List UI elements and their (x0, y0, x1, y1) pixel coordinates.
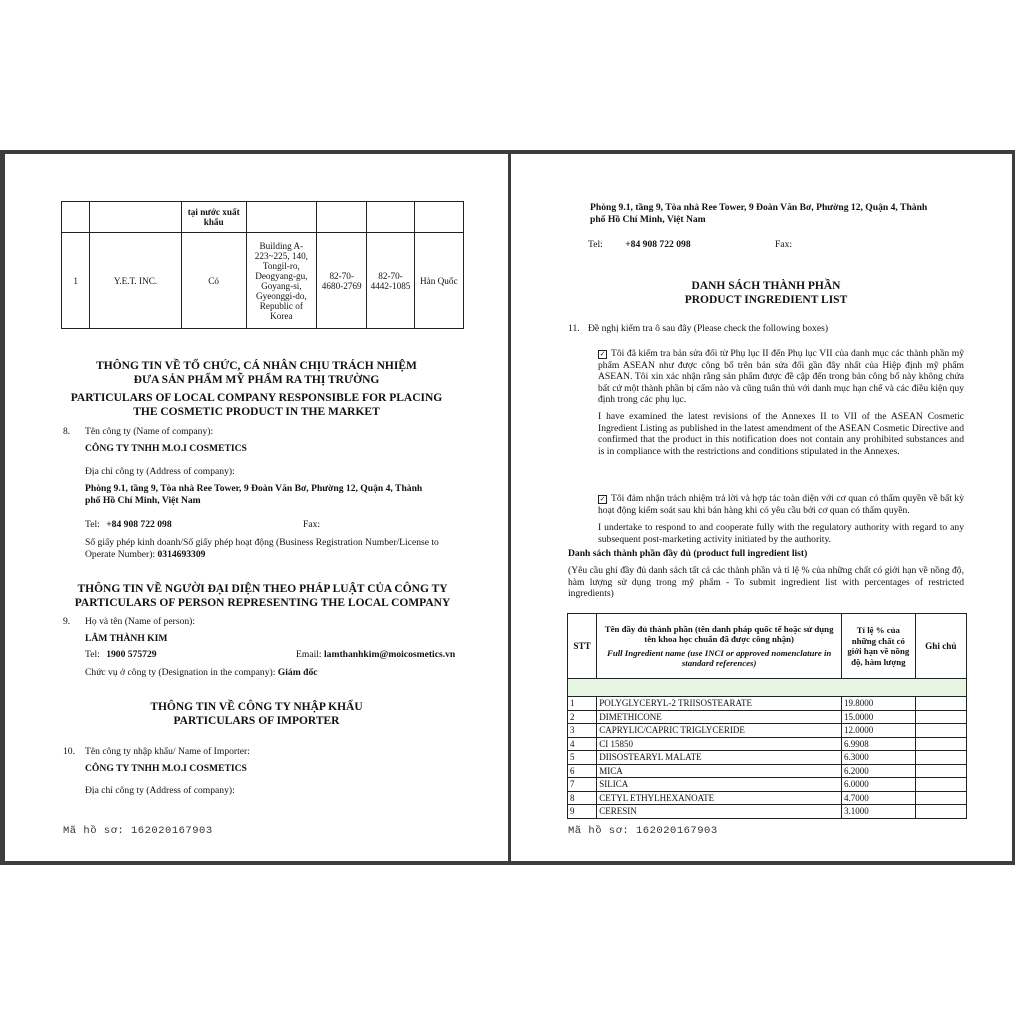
checkbox-1[interactable]: ✓ (599, 350, 606, 358)
license-block (85, 537, 485, 560)
table-row (568, 751, 967, 765)
row-phone: 82-70-4680-2769 (317, 233, 367, 329)
table-row (568, 805, 967, 819)
ingredient-note (915, 764, 966, 778)
importer-name: CÔNG TY TNHH M.O.I COSMETICS (85, 763, 247, 774)
check-item-2 (598, 493, 964, 516)
sec8-title (5, 360, 508, 419)
company-label: Tên công ty (Name of company): (85, 426, 214, 437)
check-intro: Đề nghị kiểm tra ô sau đây (Please check the following boxes) (588, 323, 829, 334)
sec10-title-vi: THÔNG TIN VỀ CÔNG TY NHẬP KHẨU (150, 701, 363, 713)
ingredient-stt: 7 (568, 778, 597, 792)
ingredient-pct: 19.8000 (842, 697, 916, 711)
ingredient-stt: 9 (568, 805, 597, 819)
title-en: PRODUCT INGREDIENT LIST (684, 293, 848, 306)
title-vi: DANH SÁCH THÀNH PHẦN (691, 280, 841, 292)
sec8-number: 8. (63, 426, 71, 437)
sec8-title-vi-1: THÔNG TIN VỀ TỔ CHỨC, CÁ NHÂN CHỊU TRÁCH NHIỆM (96, 360, 417, 372)
license-label-2: Operate Number): (85, 548, 156, 560)
importer-label: Tên công ty nhập khẩu/ Name of Importer: (85, 746, 250, 757)
sec9-title (5, 583, 508, 610)
table-row (568, 791, 967, 805)
address-line-1: Phòng 9.1, tầng 9, Tòa nhà Ree Tower, 9 Đoàn Văn Bơ, Phường 12, Quận 4, Thành (85, 483, 423, 494)
check2-vi: Tôi đảm nhận trách nhiệm trả lời và hợp tác toàn diện với cơ quan có thẩm quyền về bất kỳ hoạt động kiểm soát sau khi bán hàng khi có yêu cầu bởi cơ quan có thẩm quyền. (598, 493, 964, 516)
header-note: Ghi chú (915, 614, 966, 679)
header-pct: Tỉ lệ % của những chất có giới hạn về nồng độ, hàm lượng (842, 614, 916, 679)
tel-value: +84 908 722 098 (625, 239, 691, 250)
table-row (62, 233, 464, 329)
ingredient-name: CETYL ETHYLHEXANOATE (597, 791, 842, 805)
header-stt: STT (568, 614, 597, 679)
sec9-title-en: PARTICULARS OF PERSON REPRESENTING THE LOCAL COMPANY (74, 596, 451, 609)
ingredient-name: CI 15850 (597, 737, 842, 751)
person-email: lamthanhkim@moicosmetics.vn (323, 649, 456, 660)
ingredient-name: DIISOSTEARYL MALATE (597, 751, 842, 765)
file-code: Mã hồ sơ: 162020167903 (63, 825, 213, 837)
ingredient-table-header (568, 614, 967, 679)
ingredient-rows (568, 697, 967, 819)
full-list-title: Danh sách thành phần đầy đủ (product full ingredient list) (568, 548, 808, 559)
address-label: Địa chỉ công ty (Address of company): (85, 466, 235, 477)
ingredient-name: POLYGLYCERYL-2 TRIISOSTEARATE (597, 697, 842, 711)
ingredient-name: MICA (597, 764, 842, 778)
ingredient-note (915, 710, 966, 724)
person-email-row (296, 649, 455, 661)
ingredient-stt: 1 (568, 697, 597, 711)
sec8-title-en-2: THE COSMETIC PRODUCT IN THE MARKET (133, 405, 380, 418)
importer-address-label: Địa chỉ công ty (Address of company): (85, 785, 235, 796)
table-header-row (62, 202, 464, 233)
checkbox-2[interactable]: ✓ (599, 495, 606, 503)
tel-value: +84 908 722 098 (106, 519, 172, 530)
person-tel: 1900 575729 (106, 649, 157, 660)
ingredient-name: CAPRYLIC/CAPRIC TRIGLYCERIDE (597, 724, 842, 738)
table-row (568, 737, 967, 751)
row-address: Building A-223~225, 140, Tongil-ro, Deogyang-gu, Goyang-si, Gyeonggi-do, Republic of Korea (246, 233, 316, 329)
document-spread (0, 150, 1015, 865)
sec11-number: 11. (568, 323, 580, 334)
check-item-1 (598, 348, 964, 406)
ingredient-table (567, 613, 967, 819)
right-page (511, 154, 1012, 861)
file-code: Mã hồ sơ: 162020167903 (568, 825, 718, 837)
person-name-label: Họ và tên (Name of person): (85, 616, 196, 627)
table-row (568, 710, 967, 724)
ingredient-note (915, 737, 966, 751)
ingredient-pct: 12.0000 (842, 724, 916, 738)
ingredient-pct: 3.1000 (842, 805, 916, 819)
ingredient-stt: 2 (568, 710, 597, 724)
table-row (568, 697, 967, 711)
ingredient-name: CERESIN (597, 805, 842, 819)
row-no: 1 (62, 233, 90, 329)
tel-row (588, 239, 691, 251)
check2-en: I undertake to respond to and cooperate fully with the regulatory authority with regard to any subsequent post-marketing activity initiated by the authority. (598, 522, 964, 545)
ingredient-note (915, 805, 966, 819)
row-company: Y.E.T. INC. (90, 233, 181, 329)
importer-country-table (61, 201, 464, 329)
sec10-title (5, 701, 508, 728)
row-flag: Có (181, 233, 246, 329)
sec9-title-vi: THÔNG TIN VỀ NGƯỜI ĐẠI DIỆN THEO PHÁP LUẬT CỦA CÔNG TY (77, 583, 448, 595)
sec8-title-en-1: PARTICULARS OF LOCAL COMPANY RESPONSIBLE FOR PLACING (70, 392, 443, 404)
tel-row (85, 519, 172, 531)
shaded-row (568, 679, 967, 697)
ingredient-stt: 3 (568, 724, 597, 738)
ingredient-note (915, 791, 966, 805)
check1-en: I have examined the latest revisions of the Annexes II to VII of the ASEAN Cosmetic Ingredient Listing as published in the latest amendment of the ASEAN Cosmetic Directive and confirmed that the product in this notification does not contain any prohibited substances and is in compliance with the restrictions and conditions stipulated in the Annexes. (598, 411, 964, 457)
header-name-vi: Tên đầy đủ thành phần (tên danh pháp quốc tế hoặc sử dụng tên khoa học chuẩn đã được công nhận) (604, 623, 834, 644)
ingredient-note (915, 778, 966, 792)
header-name (597, 614, 842, 679)
ingredient-pct: 6.3000 (842, 751, 916, 765)
ingredient-stt: 4 (568, 737, 597, 751)
license-number: 0314693309 (157, 548, 206, 560)
row-fax: 82-70-4442-1085 (367, 233, 414, 329)
ingredient-stt: 6 (568, 764, 597, 778)
header-cell: tại nước xuất khẩu (181, 202, 246, 233)
person-tel-row (85, 649, 157, 661)
person-email-label: Email: (296, 649, 322, 660)
address-line-2: phố Hồ Chí Minh, Việt Nam (590, 214, 706, 225)
ingredient-pct: 6.2000 (842, 764, 916, 778)
ingredient-stt: 8 (568, 791, 597, 805)
position-row (85, 667, 318, 679)
fax-label: Fax: (303, 519, 321, 530)
ingredient-stt: 5 (568, 751, 597, 765)
fax-label: Fax: (775, 239, 793, 250)
ingredient-note (915, 751, 966, 765)
sec10-number: 10. (63, 746, 75, 757)
address-line-1: Phòng 9.1, tầng 9, Tòa nhà Ree Tower, 9 Đoàn Văn Bơ, Phường 12, Quận 4, Thành (590, 202, 928, 213)
position-value: Giám đốc (277, 667, 318, 678)
ingredient-pct: 6.0000 (842, 778, 916, 792)
ingredient-note (915, 697, 966, 711)
tel-label: Tel: (85, 519, 100, 530)
sec9-number: 9. (63, 616, 71, 627)
table-row (568, 778, 967, 792)
table-row (568, 724, 967, 738)
sec8-title-vi-2: ĐƯA SẢN PHẨM MỸ PHẨM RA THỊ TRƯỜNG (133, 373, 380, 386)
ingredient-note (915, 724, 966, 738)
sec10-title-en: PARTICULARS OF IMPORTER (173, 714, 340, 727)
check1-vi: Tôi đã kiểm tra bản sửa đổi từ Phụ lục II đến Phụ lục VII của danh mục các thành phần mỹ phẩm ASEAN như được công bố trên bản sửa đổi gần đây nhất của Hiệp định mỹ phẩm ASEAN. Tôi xin xác nhận rằng sản phẩm được đề cập đến trong bản công bố này không chứa bất cứ một thành phần bị cấm nào và cũng tuân thủ với danh mục hạn chế và các điều kiện quy định trong các phụ lục. (598, 348, 964, 405)
position-label: Chức vụ ở công ty (Designation in the company): (85, 667, 276, 678)
ingredient-pct: 15.0000 (842, 710, 916, 724)
full-list-note: (Yêu cầu ghi đầy đủ danh sách tất cả các thành phần và tỉ lệ % của những chất có giới hạn về nồng độ, hàm lượng sử dụng trong mỹ phẩm - To submit ingredient list with percentages of restricted ingredients) (568, 565, 964, 599)
ingredient-pct: 6.9908 (842, 737, 916, 751)
ingredient-list-title (511, 280, 1012, 307)
ingredient-name: DIMETHICONE (597, 710, 842, 724)
row-country: Hàn Quốc (414, 233, 463, 329)
license-label-1: Số giấy phép kinh doanh/Số giấy phép hoạt động (Business Registration Number/License to (85, 537, 439, 548)
person-tel-label: Tel: (85, 649, 100, 660)
address-line-2: phố Hồ Chí Minh, Việt Nam (85, 495, 201, 506)
ingredient-name: SILICA (597, 778, 842, 792)
person-name: LÂM THÀNH KIM (85, 633, 168, 644)
company-name: CÔNG TY TNHH M.O.I COSMETICS (85, 443, 247, 454)
tel-label: Tel: (588, 239, 603, 250)
ingredient-pct: 4.7000 (842, 791, 916, 805)
header-name-en: Full Ingredient name (use INCI or approved nomenclature in standard references) (606, 647, 832, 668)
left-page (5, 154, 508, 861)
table-row (568, 764, 967, 778)
